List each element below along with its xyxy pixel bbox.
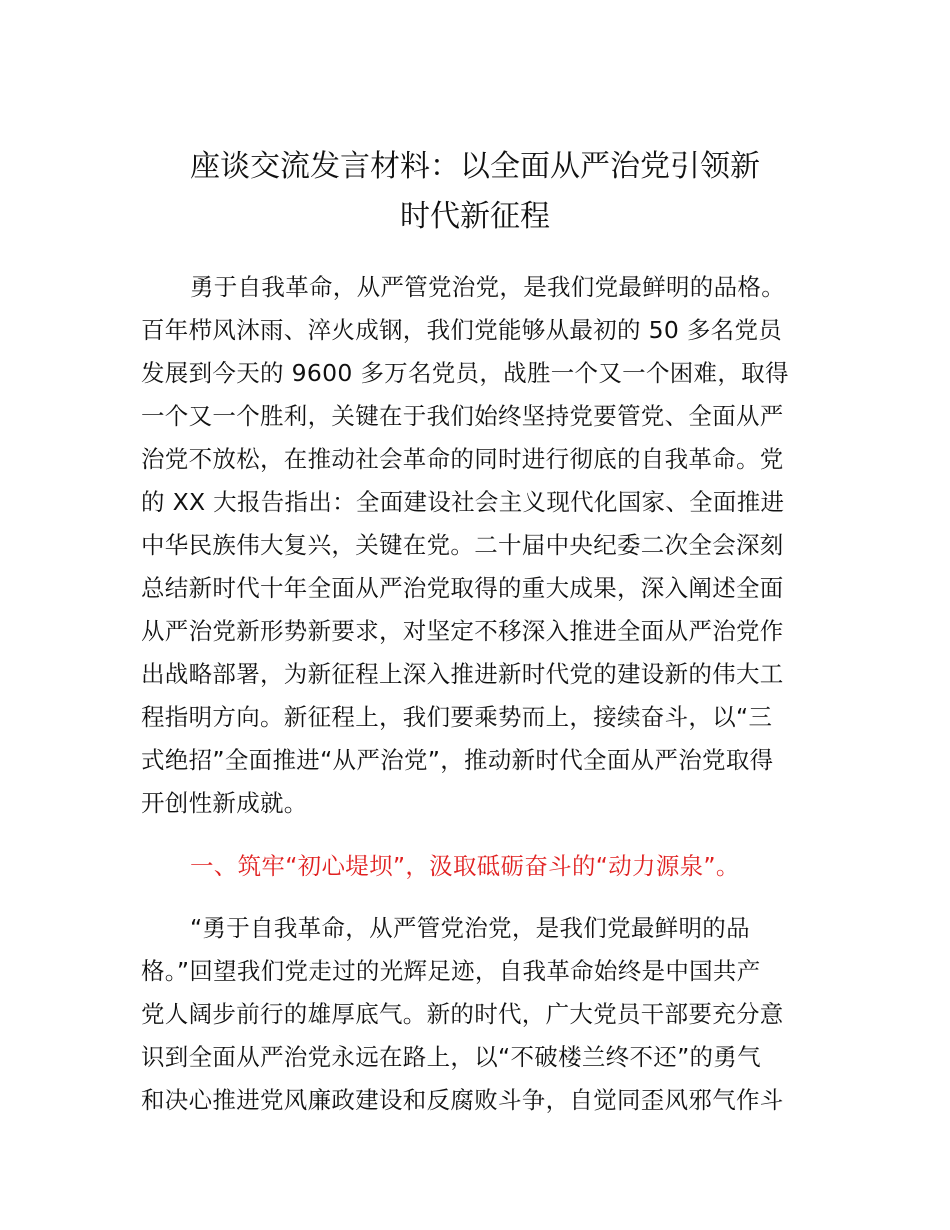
paragraph-1-line: 程指明方向。新征程上，我们要乘势而上，接续奋斗，以“三 xyxy=(141,703,773,731)
paragraph-1-line: 勇于自我革命，从严管党治党，是我们党最鲜明的品格。 xyxy=(190,273,785,301)
paragraph-2-line: 识到全面从严治党永远在路上，以“不破楼兰终不还”的勇气 xyxy=(141,1043,761,1071)
paragraph-1-line: 治党不放松，在推动社会革命的同时进行彻底的自我革命。党 xyxy=(141,445,784,473)
document-title-line-1: 座谈交流发言材料：以全面从严治党引领新 xyxy=(190,149,760,184)
paragraph-1-line: 开创性新成就。 xyxy=(141,789,308,817)
paragraph-1-line: 百年栉风沐雨、淬火成钢，我们党能够从最初的 50 多名党员 xyxy=(141,316,783,344)
paragraph-1-line: 中华民族伟大复兴，关键在党。二十届中央纪委二次全会深刻 xyxy=(141,531,784,559)
paragraph-1-line: 出战略部署，为新征程上深入推进新时代党的建设新的伟大工 xyxy=(141,660,784,688)
paragraph-1-line: 一个又一个胜利，关键在于我们始终坚持党要管党、全面从严 xyxy=(141,402,784,430)
paragraph-2-line: 格。”回望我们党走过的光辉足迹，自我革命始终是中国共产 xyxy=(141,957,761,985)
paragraph-1-line: 发展到今天的 9600 多万名党员，战胜一个又一个困难，取得 xyxy=(141,359,789,387)
paragraph-1-line: 式绝招”全面推进“从严治党”，推动新时代全面从严治党取得 xyxy=(141,746,774,774)
paragraph-1-line: 从严治党新形势新要求，对坚定不移深入推进全面从严治党作 xyxy=(141,617,784,645)
paragraph-1-line: 的 XX 大报告指出：全面建设社会主义现代化国家、全面推进 xyxy=(141,488,785,516)
paragraph-2-line: 和决心推进党风廉政建设和反腐败斗争，自觉同歪风邪气作斗 xyxy=(141,1086,784,1114)
paragraph-2-line: “勇于自我革命，从严管党治党，是我们党最鲜明的品 xyxy=(190,914,750,942)
paragraph-2-line: 党人阔步前行的雄厚底气。新的时代，广大党员干部要充分意 xyxy=(141,1000,784,1028)
document-title-line-2: 时代新征程 xyxy=(400,199,550,234)
section-heading: 一、筑牢“初心堤坝”，汲取砥砺奋斗的“动力源泉”。 xyxy=(190,852,740,880)
paragraph-1-line: 总结新时代十年全面从严治党取得的重大成果，深入阐述全面 xyxy=(141,574,784,602)
